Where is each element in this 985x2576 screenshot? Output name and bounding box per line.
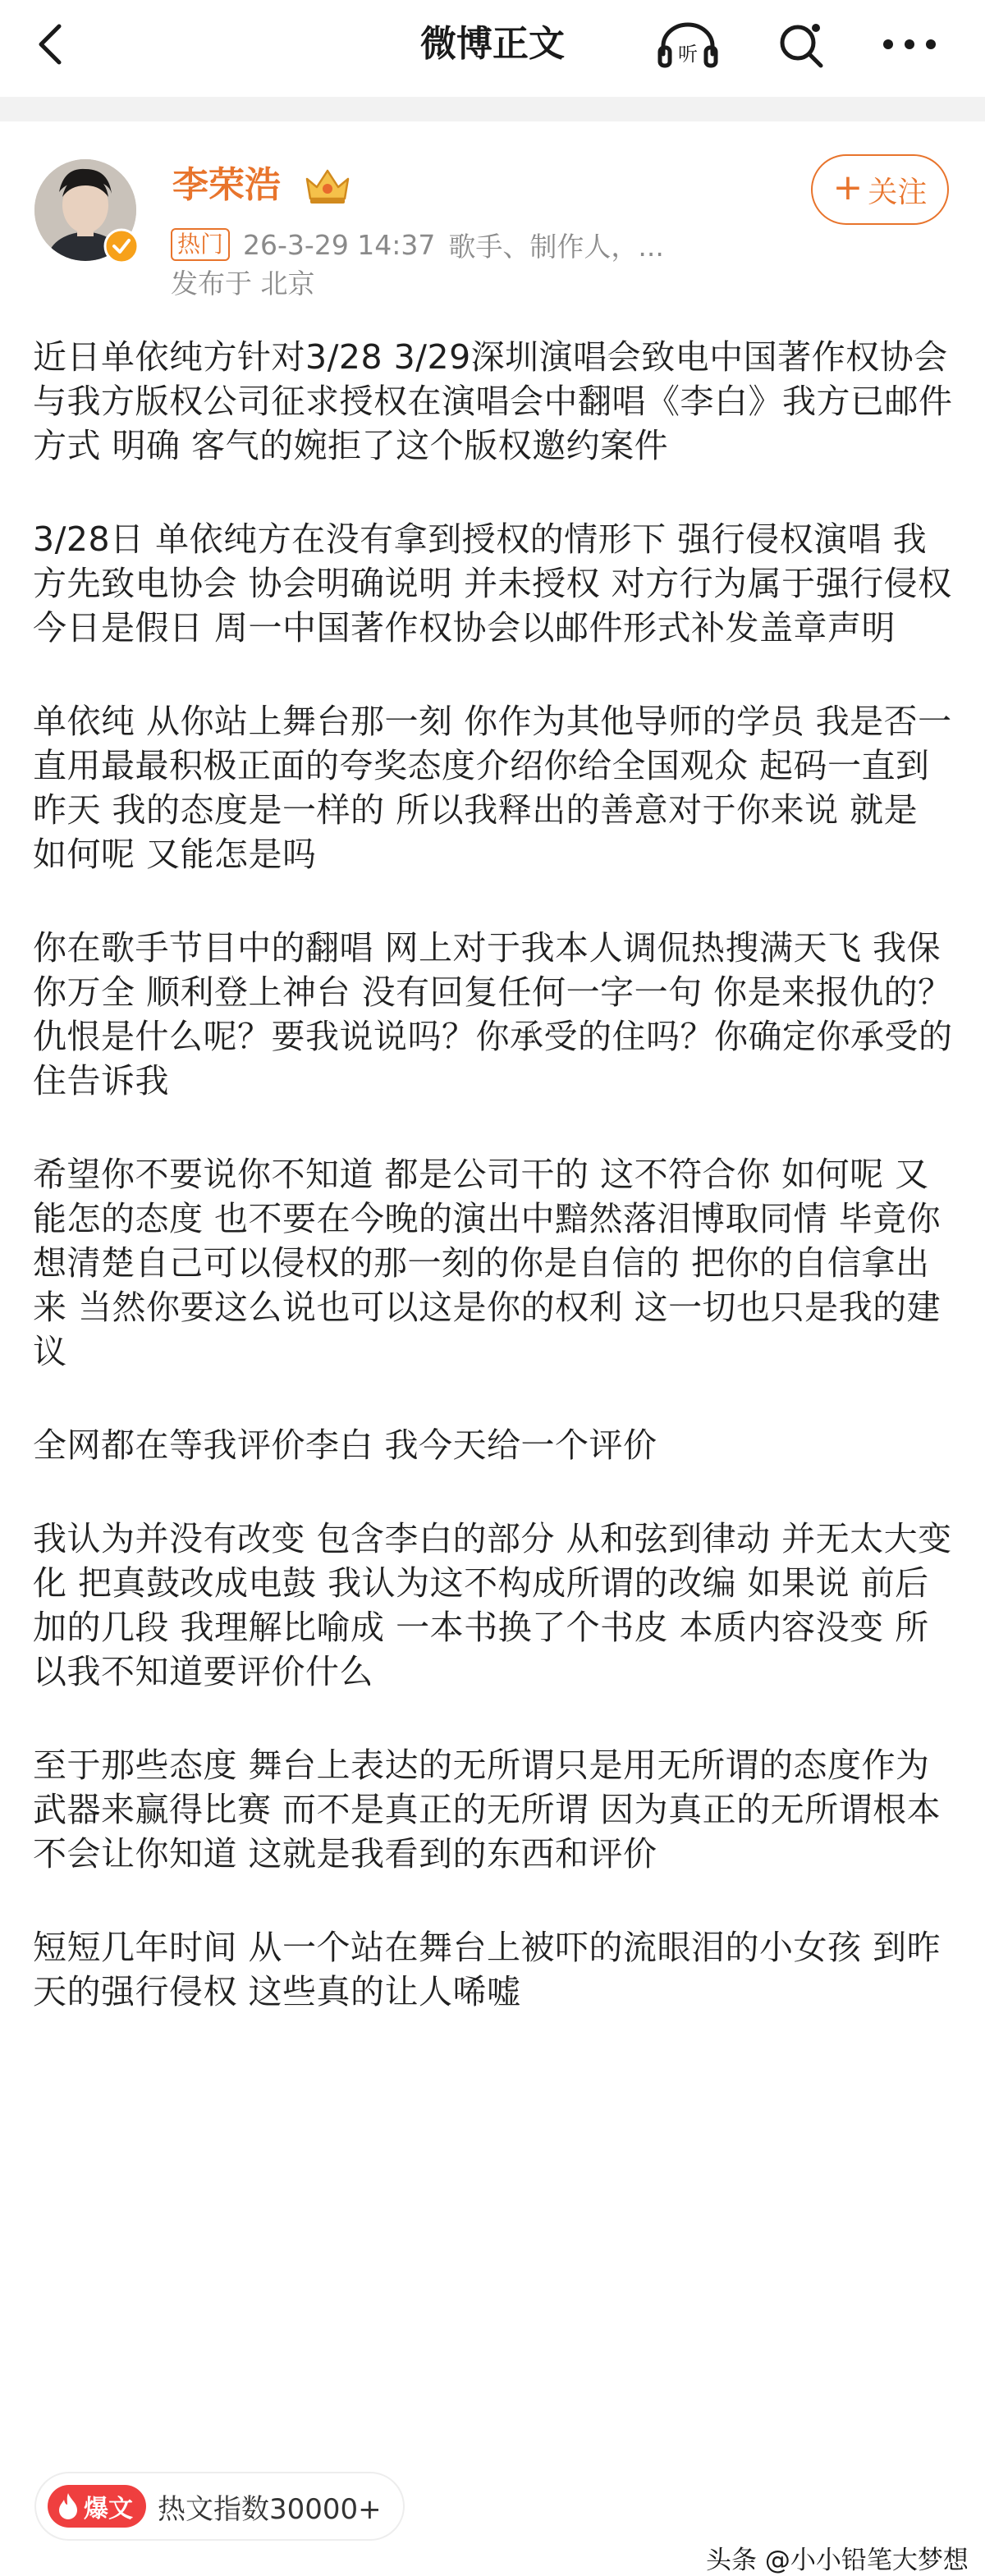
avatar-container[interactable] <box>34 159 136 261</box>
verified-badge-icon <box>103 228 140 264</box>
flame-icon <box>56 2491 80 2521</box>
listen-button[interactable] <box>657 18 719 71</box>
more-button[interactable] <box>877 18 942 71</box>
follow-button[interactable] <box>811 154 949 225</box>
search-button[interactable] <box>775 18 827 71</box>
header-divider <box>0 97 985 121</box>
top-bar <box>0 0 985 97</box>
post-paragraph: 单依纯 从你站上舞台那一刻 你作为其他导师的学员 我是否一直用最最积极正面的夸奖态度介绍你给全国观众 起码一直到昨天 我的态度是一样的 所以我释出的善意对于你来说 就是 如何呢 又能怎是吗 <box>33 702 952 874</box>
watermark: 头条 @小小铅笔大梦想 <box>706 2546 969 2575</box>
plus-icon: + <box>832 167 864 208</box>
post-time: 26-3-29 14:37 <box>243 228 436 261</box>
post-paragraph: 全网都在等我评价李白 我今天给一个评价 <box>33 1425 657 1465</box>
headphones-icon <box>657 18 719 71</box>
follow-label: 关注 <box>868 175 928 209</box>
post-paragraph: 至于那些态度 舞台上表达的无所谓只是用无所谓的态度作为武器来赢得比赛 而不是真正的无所谓 因为真正的无所谓根本不会让你知道 这就是我看到的东西和评价 <box>33 1746 941 1874</box>
listen-label: 听 <box>678 43 698 66</box>
page-title: 微博正文 <box>420 23 565 65</box>
chevron-left-icon <box>26 18 79 71</box>
hot-article-pill <box>48 2485 146 2528</box>
post-paragraph: 3/28日 单依纯方在没有拿到授权的情形下 强行侵权演唱 我方先致电协会 协会明确说明 并未授权 对方行为属于强行侵权 今日是假日 周一中国著作权协会以邮件形式补发盖章声明 <box>33 519 952 647</box>
post-location: 发布于 北京 <box>171 268 315 300</box>
post-paragraph: 你在歌手节目中的翻唱 网上对于我本人调侃热搜满天飞 我保你万全 顺利登上神台 没有回复任何一字一句 你是来报仇的？仇恨是什么呢？要我说说吗？你承受的住吗？你确定你承受的住告诉我 <box>33 928 953 1100</box>
author-name[interactable]: 李荣浩 <box>172 164 281 206</box>
crown-icon[interactable] <box>302 164 353 207</box>
more-icon <box>877 18 942 71</box>
post-paragraph: 近日单依纯方针对3/28 3/29深圳演唱会致电中国著作权协会与我方版权公司征求授权在演唱会中翻唱《李白》我方已邮件方式 明确 客气的婉拒了这个版权邀约案件 <box>33 337 953 465</box>
search-icon <box>775 18 827 71</box>
post-paragraph: 短短几年时间 从一个站在舞台上被吓的流眼泪的小女孩 到昨天的强行侵权 这些真的让人唏嘘 <box>33 1928 941 2011</box>
hot-index-badge[interactable] <box>34 2472 405 2541</box>
hot-index-value: 热文指数30000+ <box>158 2492 382 2526</box>
hot-article-label: 爆文 <box>84 2495 133 2523</box>
post-meta <box>171 226 664 263</box>
back-button[interactable] <box>26 18 79 71</box>
post-paragraph: 我认为并没有改变 包含李白的部分 从和弦到律动 并无太大变化 把真鼓改成电鼓 我认为这不构成所谓的改编 如果说 前后加的几段 我理解比喻成 一本书换了个书皮 本质内容没变 所以我不知道要评价什么 <box>33 1519 952 1691</box>
author-description: 歌手、制作人，... <box>448 230 664 263</box>
hot-badge: 热门 <box>171 228 230 261</box>
author-header <box>0 121 985 327</box>
post-body <box>33 335 959 2063</box>
post-paragraph: 希望你不要说你不知道 都是公司干的 这不符合你 如何呢 又能怎的态度 也不要在今晚的演出中黯然落泪博取同情 毕竟你想清楚自己可以侵权的那一刻的你是自信的 把你的自信拿出来 当然你要这么说也可以这是你的权利 这一切也只是我的建议 <box>33 1155 941 1371</box>
